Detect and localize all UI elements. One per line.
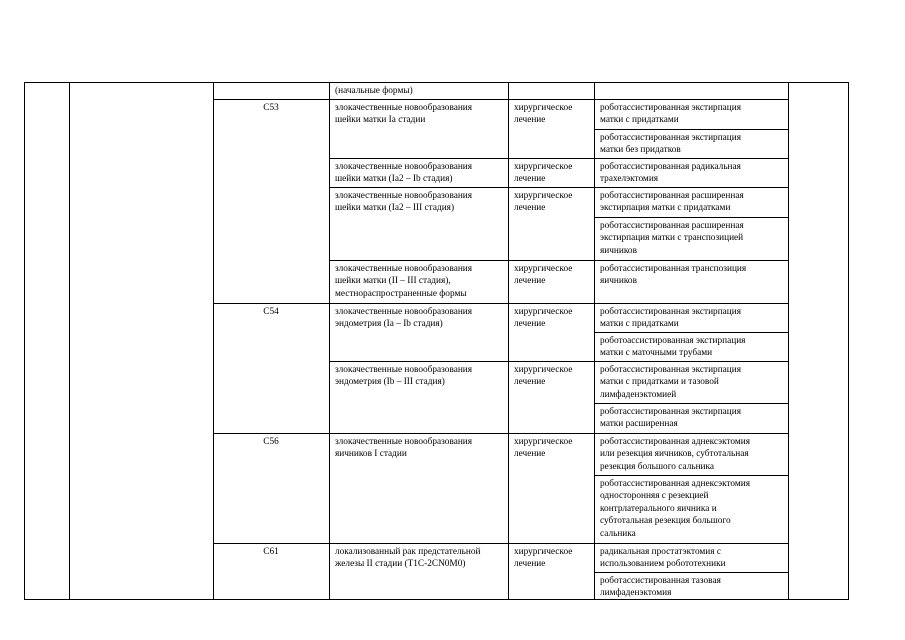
method-cell: роботассистированная радикальная трахелэктомия: [600, 162, 741, 185]
method-cell: роботассистированная тазовая лимфаденэктомия: [600, 576, 721, 599]
row-line: [594, 403, 789, 404]
row-line: [213, 543, 789, 544]
diagnosis-cell: (начальные формы): [335, 86, 413, 96]
col-line: [329, 82, 330, 600]
icd-code-cell: C53: [263, 103, 279, 113]
col-line: [213, 82, 214, 600]
col-line: [508, 82, 509, 600]
row-line: [594, 217, 789, 218]
row-line: [213, 303, 789, 304]
icd-code-cell: C61: [263, 547, 279, 557]
icd-code-cell: C56: [263, 437, 279, 447]
row-line: [594, 332, 789, 333]
row-line: [594, 129, 789, 130]
treatment-cell: хирургическое лечение: [514, 437, 573, 460]
col-line: [69, 82, 70, 600]
row-line: [329, 158, 789, 159]
table-top-border: [24, 82, 849, 83]
method-cell: роботассистированная экстирпация матки с придатками: [600, 307, 742, 330]
treatment-cell: хирургическое лечение: [514, 162, 573, 185]
method-cell: роботоассистированная экстирпация матки с маточными трубами: [600, 336, 746, 359]
method-cell: роботассистированная расширенная экстирпация матки с придатками: [600, 191, 744, 214]
treatment-cell: хирургическое лечение: [514, 307, 573, 330]
diagnosis-cell: злокачественные новообразования шейки матки (Ia2 – Ib стадия): [335, 162, 473, 185]
method-cell: роботассистированная аднексэктомия или резекция яичников, субтотальная резекция большого сальника: [600, 437, 751, 472]
method-cell: роботассистированная транспозиция яичников: [600, 264, 747, 287]
col-line: [848, 82, 849, 600]
diagnosis-cell: локализованный рак предстательной железы II стадии (T1C-2CN0M0): [335, 547, 481, 570]
row-line: [213, 99, 789, 100]
treatment-cell: хирургическое лечение: [514, 547, 573, 570]
row-line: [594, 572, 789, 573]
method-cell: роботассистированная расширенная экстирпация матки с транспозицией яичников: [600, 221, 744, 256]
row-line: [213, 433, 789, 434]
col-line: [788, 82, 789, 600]
diagnosis-cell: злокачественные новообразования шейки матки Ia стадии: [335, 103, 473, 126]
row-line: [329, 260, 789, 261]
row-line: [329, 187, 789, 188]
col-line: [594, 82, 595, 600]
treatment-cell: хирургическое лечение: [514, 191, 573, 214]
method-cell: роботассистированная аднексэктомия односторонняя с резекцией контрлатерального яичника и субтотальная резекция большого сальника: [600, 479, 751, 539]
diagnosis-cell: злокачественные новообразования шейки матки (Ia2 – III стадия): [335, 191, 473, 214]
treatment-cell: хирургическое лечение: [514, 365, 573, 388]
treatment-cell: хирургическое лечение: [514, 264, 573, 287]
method-cell: роботассистированная экстирпация матки расширенная: [600, 407, 742, 430]
col-line: [24, 82, 25, 600]
method-cell: роботассистированная экстирпация матки с придатками: [600, 103, 742, 126]
row-line: [329, 361, 789, 362]
icd-code-cell: C54: [263, 307, 279, 317]
diagnosis-cell: злокачественные новообразования шейки матки (II – III стадия), местнораспространенные формы: [335, 264, 473, 299]
method-cell: роботассистированная экстирпация матки с придатками и тазовой лимфаденэктомией: [600, 365, 742, 400]
diagnosis-cell: злокачественные новообразования эндометрия (Ia – Ib стадия): [335, 307, 473, 330]
treatment-cell: хирургическое лечение: [514, 103, 573, 126]
diagnosis-cell: злокачественные новообразования яичников I стадии: [335, 437, 473, 460]
diagnosis-cell: злокачественные новообразования эндометрия (Ib – III стадия): [335, 365, 473, 388]
method-cell: роботассистированная экстирпация матки без придатков: [600, 133, 742, 156]
method-cell: радикальная простатэктомия с использованием робототехники: [600, 547, 726, 570]
row-line: [594, 475, 789, 476]
